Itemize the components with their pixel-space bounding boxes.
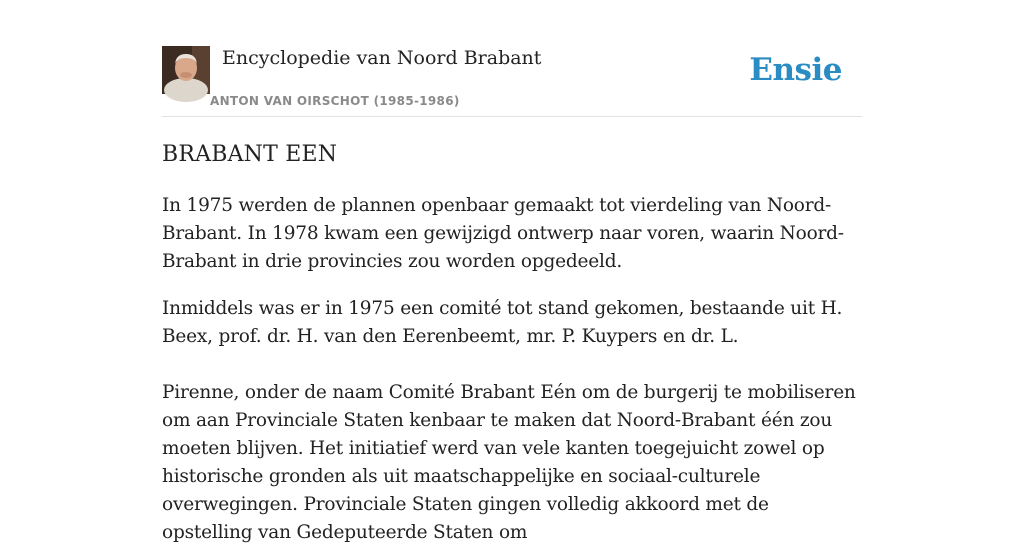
ensie-logo[interactable]: Ensie: [749, 52, 842, 88]
author-avatar[interactable]: [162, 46, 210, 94]
author-name[interactable]: ANTON VAN OIRSCHOT (1985-1986): [210, 94, 460, 108]
article: [162, 140, 862, 547]
entry-title: BRABANT EEN: [162, 142, 338, 167]
header: [162, 46, 862, 117]
avatar-portrait-icon: [162, 46, 210, 94]
encyclopedia-title[interactable]: Encyclopedie van Noord Brabant: [222, 47, 542, 69]
paragraph: In 1975 werden de plannen openbaar gemaakt tot vierdeling van Noord-Brabant. In 1978 kwam een gewijzigd ontwerp naar voren, waarin Noord-Brabant in drie provincies zou worden opgedeeld.: [162, 195, 844, 272]
paragraph: Inmiddels was er in 1975 een comité tot stand gekomen, bestaande uit H. Beex, prof. dr. H. van den Eerenbeemt, mr. P. Kuypers en dr. L.: [162, 298, 843, 347]
paragraph: Pirenne, onder de naam Comité Brabant Eén om de burgerij te mobiliseren om aan Provinciale Staten kenbaar te maken dat Noord-Brabant één zou moeten blijven. Het initiatief werd van vele kanten toegejuicht zowel op historische gronden als uit maatschappelijke en sociaal-culturele overwegingen. Provinciale Staten gingen volledig akkoord met de opstelling van Gedeputeerde Staten om: [162, 382, 856, 543]
